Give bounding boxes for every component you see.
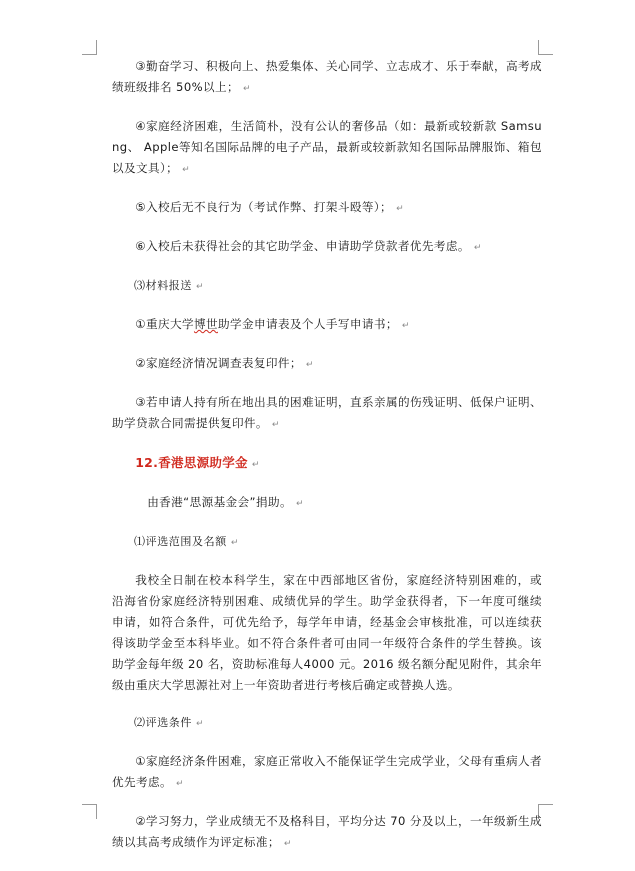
criterion-3-text: ③勤奋学习、积极向上、热爱集体、关心同学、立志成才、乐于奉献，高考成绩班级排名 50%以上； xyxy=(112,59,542,94)
scope-text: 我校全日制在校本科学生，家在中西部地区省份，家庭经济特别困难的，或沿海省份家庭经济特别困难、成绩优异的学生。助学金获得者，下一年度可继续申请，如符合条件，可优先给予，每学年申请，经基金会审核批准，可以连续获得该助学金至本科毕业。如不符合条件者可由同一年级符合条件的学生替换。该助学金每年级 20 名，资助标准每人4000 元。2016 级名额分配见附件，其余年级由重庆大学思源社对上一年资助者进行考核后确定或替换人选。 xyxy=(112,573,542,692)
material-2-paragraph[interactable] xyxy=(112,353,542,376)
donor-intro-text: 由香港“思源基金会”捐助。 xyxy=(147,495,292,509)
materials-section-title[interactable] xyxy=(112,275,542,298)
section-12-heading[interactable] xyxy=(112,452,542,476)
paragraph-mark: ↵ xyxy=(271,420,280,430)
paragraph-mark: ↵ xyxy=(196,719,205,729)
requirement-2-paragraph[interactable] xyxy=(112,811,542,855)
paragraph-mark: ↵ xyxy=(396,204,405,214)
paragraph-mark: ↵ xyxy=(305,360,314,370)
scope-title-text: ⑴评选范围及名额 xyxy=(134,535,227,548)
paragraph-mark: ↵ xyxy=(473,243,482,253)
paragraph-mark: ↵ xyxy=(251,460,260,470)
requirement-2-text: ②学习努力，学业成绩无不及格科目，平均分达 70 分及以上，一年级新生成绩以其高考成绩作为评定标准； xyxy=(112,814,542,849)
criterion-4-paragraph[interactable] xyxy=(112,116,542,181)
page-corner-mark-bottom-left xyxy=(82,804,97,819)
page-corner-mark-top-left xyxy=(82,40,97,55)
criteria-section-title[interactable] xyxy=(112,712,542,735)
scope-paragraph[interactable] xyxy=(112,570,542,696)
paragraph-mark: ↵ xyxy=(175,779,184,789)
paragraph-mark: ↵ xyxy=(295,499,304,509)
page-corner-mark-top-right xyxy=(538,40,553,55)
material-2-text: ②家庭经济情况调查表复印件； xyxy=(135,356,302,370)
section-12-heading-text: 12.香港思源助学金 xyxy=(135,455,248,470)
paragraph-mark: ↵ xyxy=(196,282,205,292)
material-1-text-end: 助学金申请表及个人手写申请书； xyxy=(217,317,398,331)
spellcheck-underlined-word: 博世 xyxy=(193,317,218,331)
material-1-paragraph[interactable] xyxy=(112,314,542,337)
criterion-3-paragraph[interactable] xyxy=(112,56,542,100)
material-3-paragraph[interactable] xyxy=(112,392,542,436)
requirement-1-text: ①家庭经济条件困难，家庭正常收入不能保证学生完成学业，父母有重病人者优先考虑。 xyxy=(112,754,542,789)
requirement-1-paragraph[interactable] xyxy=(112,751,542,795)
criterion-6-paragraph[interactable] xyxy=(112,236,542,259)
paragraph-mark: ↵ xyxy=(283,839,292,849)
paragraph-mark: ↵ xyxy=(243,84,251,94)
paragraph-mark: ↵ xyxy=(230,538,239,548)
material-3-text: ③若申请人持有所在地出具的困难证明，直系亲属的伤残证明、低保户证明、助学贷款合同需提供复印件。 xyxy=(112,395,542,430)
donor-intro-paragraph[interactable] xyxy=(112,492,542,515)
scope-section-title[interactable] xyxy=(112,531,542,554)
paragraph-mark: ↵ xyxy=(401,321,410,331)
criterion-5-paragraph[interactable] xyxy=(112,197,542,220)
criterion-6-text: ⑥入校后未获得社会的其它助学金、申请助学贷款者优先考虑。 xyxy=(135,239,470,253)
paragraph-mark: ↵ xyxy=(182,165,191,175)
document-body[interactable] xyxy=(112,56,542,871)
criterion-4-text: ④家庭经济困难，生活简朴，没有公认的奢侈品（如：最新或较新款 Samsung、 Apple等知名国际品牌的电子产品，最新或较新款知名国际品牌服饰、箱包以及文具）； xyxy=(112,119,542,175)
materials-title-text: ⑶材料报送 xyxy=(134,279,192,292)
criterion-5-text: ⑤入校后无不良行为（考试作弊、打架斗殴等）； xyxy=(135,200,393,214)
material-1-text-start: ①重庆大学 xyxy=(135,317,194,331)
criteria-title-text: ⑵评选条件 xyxy=(134,716,192,729)
